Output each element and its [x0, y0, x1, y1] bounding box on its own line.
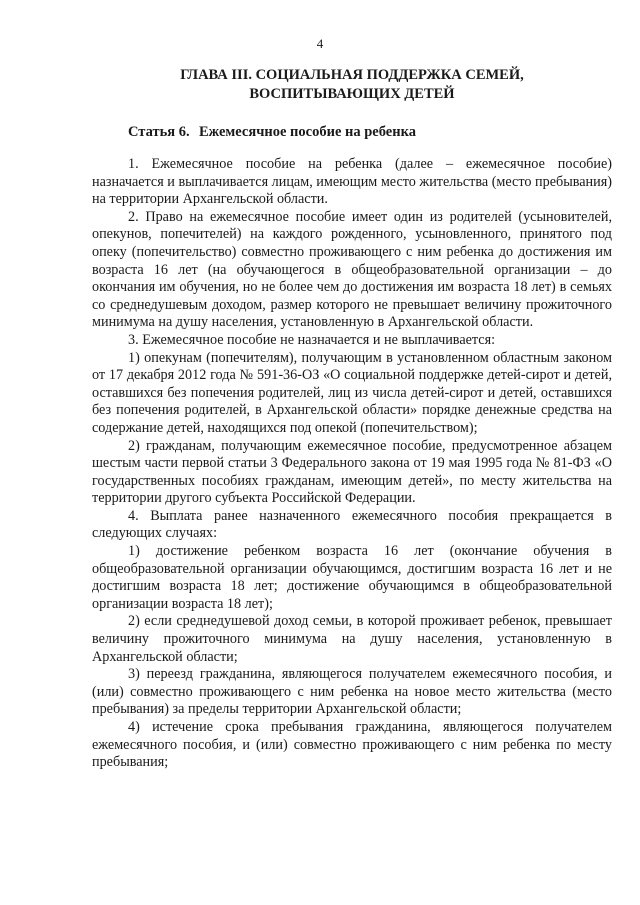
paragraph: 4. Выплата ранее назначенного ежемесячного пособия прекращается в следующих случаях: — [92, 507, 612, 542]
paragraph: 2) гражданам, получающим ежемесячное пособие, предусмотренное абзацем шестым части первой статьи 3 Федерального закона от 19 мая 1995 года № 81-ФЗ «О государственных пособиях гражданам, имеющим детей», по месту жительства на территории другого субъекта Российской Федерации. — [92, 437, 612, 507]
chapter-title-line-1: ГЛАВА III. СОЦИАЛЬНАЯ ПОДДЕРЖКА СЕМЕЙ, — [180, 67, 524, 83]
chapter-title-line-2: ВОСПИТЫВАЮЩИХ ДЕТЕЙ — [249, 86, 455, 102]
paragraph: 1) опекунам (попечителям), получающим в установленном областным законом от 17 декабря 2012 года № 591-36-ОЗ «О социальной поддержке детей-сирот и детей, оставшихся без попечения родителей, лиц из числа детей-сирот и детей, оставшихся без попечения родителей, в Архангельской области» порядке денежные средства на содержание детей, находящихся под опекой (попечительством); — [92, 349, 612, 436]
paragraph: 1. Ежемесячное пособие на ребенка (далее – ежемесячное пособие) назначается и выплачивается лицам, имеющим место жительства (место пребывания) на территории Архангельской области. — [92, 156, 612, 208]
paragraph: 2) если среднедушевой доход семьи, в которой проживает ребенок, превышает величину прожиточного минимума на душу населения, установленную в Архангельской области; — [92, 613, 612, 665]
paragraph: 2. Право на ежемесячное пособие имеет один из родителей (усыновителей, опекунов, попечителей) на каждого рожденного, усыновленного, принятого под опеку (попечительство) совместно проживающего с ним ребенка до достижения им возраста 16 лет (на обучающегося в общеобразовательной организации – до окончания им обучения, но не более чем до достижения им возраста 18 лет) в семьях со среднедушевым доходом, размер которого не превышает величину прожиточного минимума на душу населения, установленную в Архангельской области. — [92, 208, 612, 331]
article-title: Ежемесячное пособие на ребенка — [199, 124, 416, 140]
article-heading — [128, 124, 416, 141]
chapter-title — [92, 66, 612, 104]
paragraph: 4) истечение срока пребывания гражданина, являющегося получателем ежемесячного пособия, и (или) совместно проживающего с ним ребенка по месту пребывания; — [92, 719, 612, 771]
page-number: 4 — [316, 36, 324, 51]
paragraph: 3. Ежемесячное пособие не назначается и не выплачивается: — [128, 331, 496, 348]
paragraph: 3) переезд гражданина, являющегося получателем ежемесячного пособия, и (или) совместно проживающего с ним ребенка на новое место жительства (место пребывания) за пределы территории Архангельской области; — [92, 666, 612, 718]
paragraph: 1) достижение ребенком возраста 16 лет (окончание обучения в общеобразовательной организации обучающимся, достигшим возраста 16 лет и не достигшим возраста 18 лет; достижение обучающимся в общеобразовательной организации возраста 18 лет); — [92, 543, 612, 612]
article-number: Статья 6. — [128, 124, 190, 140]
article-body — [92, 156, 612, 772]
